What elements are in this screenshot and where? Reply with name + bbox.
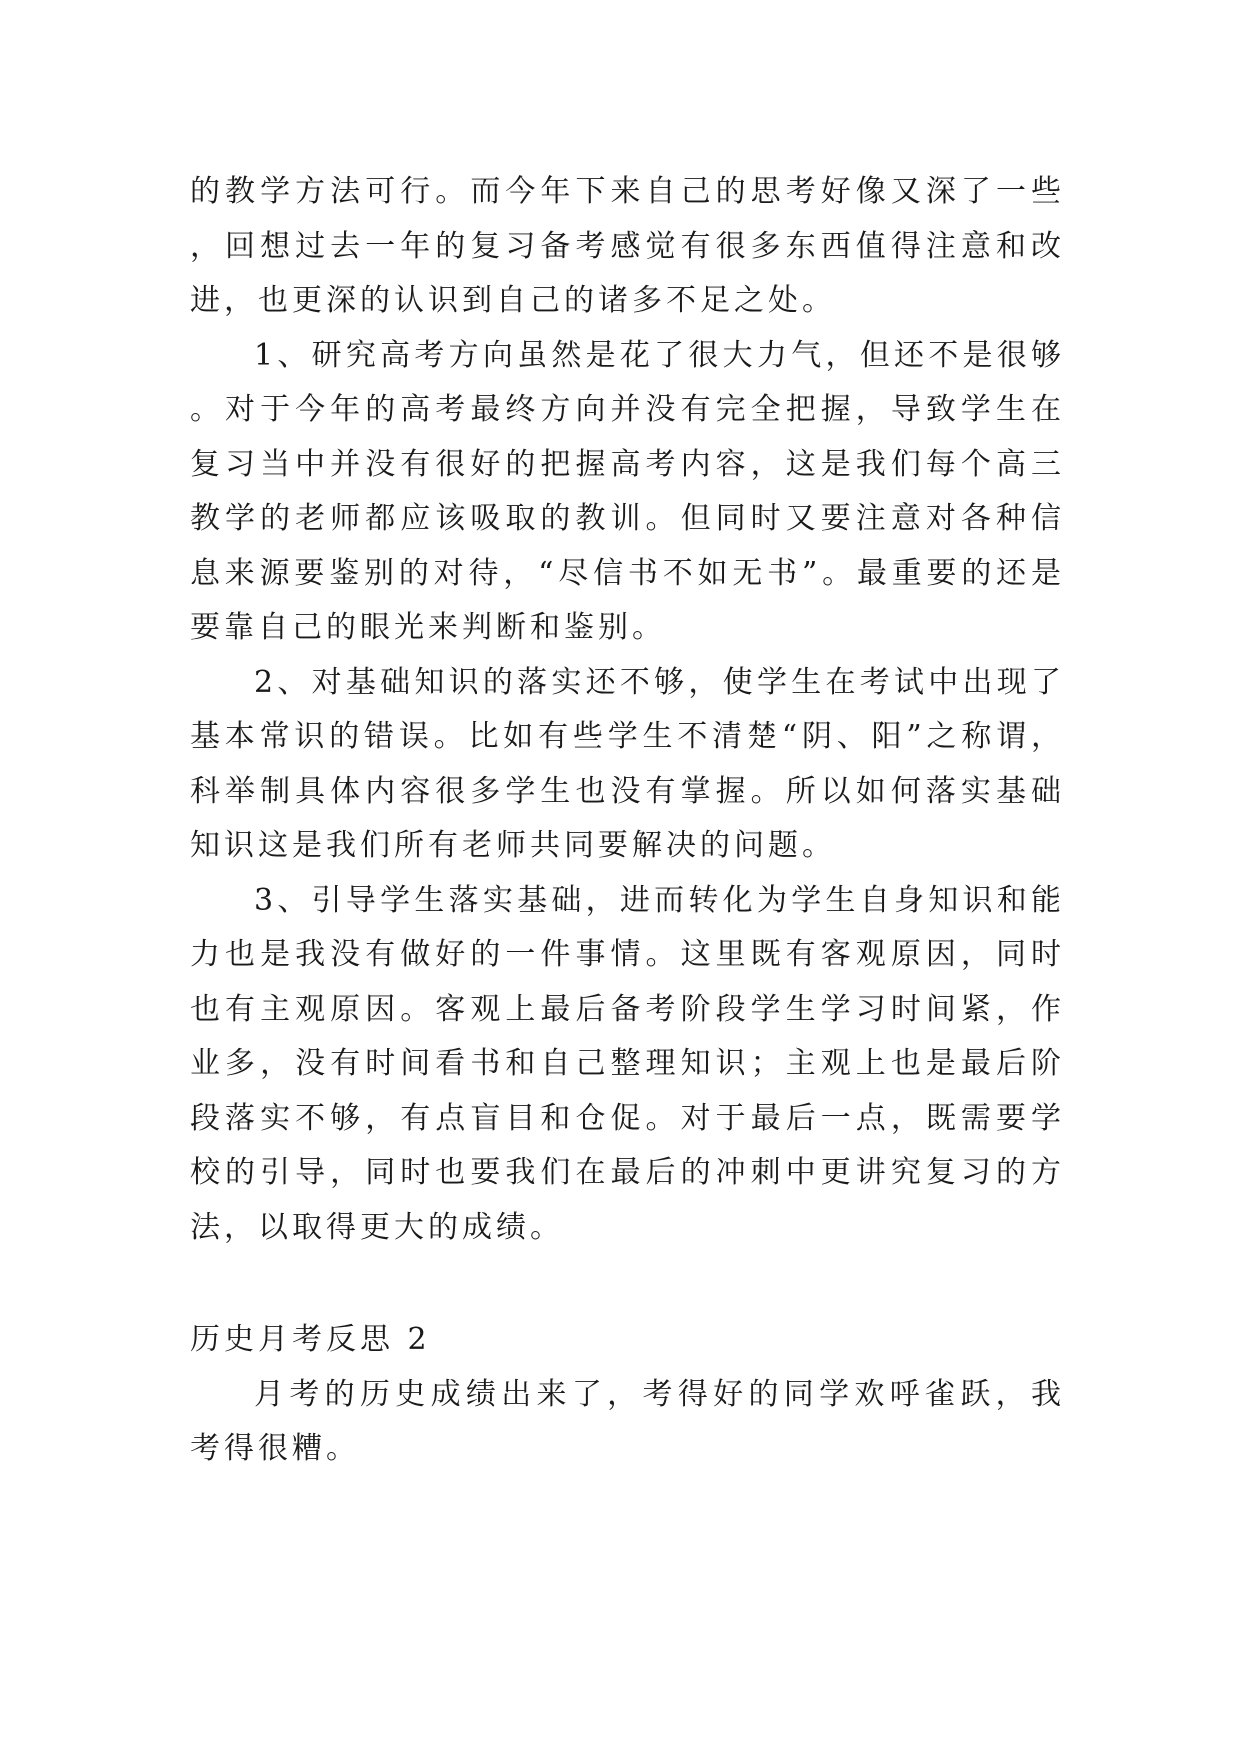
- section-title: 历史月考反思 2: [190, 1322, 431, 1357]
- point-3-paragraph: 3、引导学生落实基础，进而转化为学生自身知识和能力也是我没有做好的一件事情。这里既有客观原因，同时也有主观原因。客观上最后备考阶段学生学习时间紧，作业多，没有时间看书和自己整理知识；主观上也是最后阶段落实不够，有点盲目和仓促。对于最后一点，既需要学校的引导，同时也要我们在最后的冲刺中更讲究复习的方法，以取得更大的成绩。: [190, 882, 1065, 1245]
- document-body: [190, 165, 1065, 1477]
- intro-paragraph: 的教学方法可行。而今年下来自己的思考好像又深了一些，回想过去一年的复习备考感觉有很多东西值得注意和改进，也更深的认识到自己的诸多不足之处。: [190, 174, 1065, 318]
- point-2-paragraph: 2、对基础知识的落实还不够，使学生在考试中出现了基本常识的错误。比如有些学生不清楚“阴、阳”之称谓，科举制具体内容很多学生也没有掌握。所以如何落实基础知识这是我们所有老师共同要解决的问题。: [190, 664, 1065, 863]
- section-paragraph: 月考的历史成绩出来了，考得好的同学欢呼雀跃，我考得很糟。: [190, 1376, 1065, 1466]
- point-1-paragraph: 1、研究高考方向虽然是花了很大力气，但还不是很够。对于今年的高考最终方向并没有完全把握，导致学生在复习当中并没有很好的把握高考内容，这是我们每个高三教学的老师都应该吸取的教训。但同时又要注意对各种信息来源要鉴别的对待，“尽信书不如无书”。最重要的还是要靠自己的眼光来判断和鉴别。: [190, 337, 1065, 645]
